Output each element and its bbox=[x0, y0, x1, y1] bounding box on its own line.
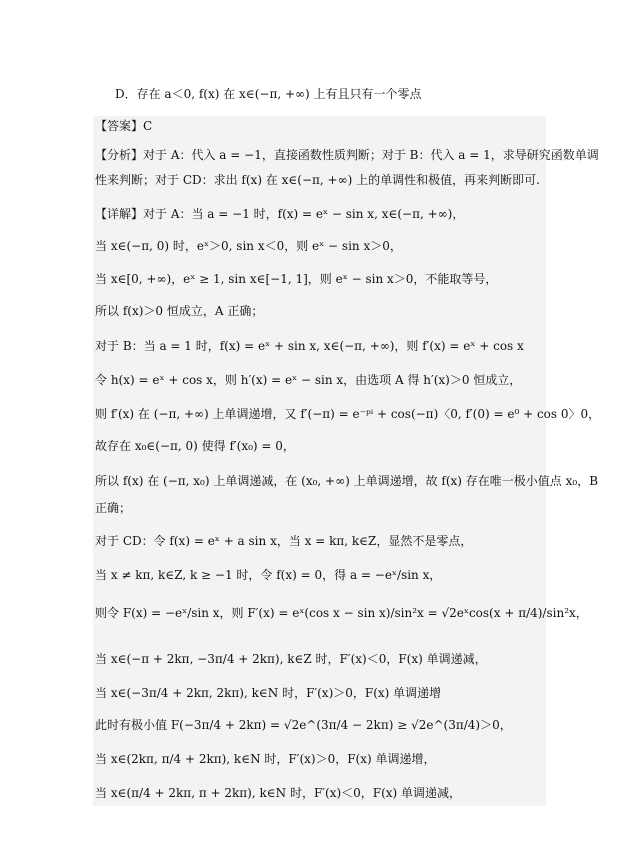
detail-line-2: 当 x∈(−π, 0) 时，eˣ＞0, sin x＜0，则 eˣ − sin x＞0， bbox=[95, 239, 402, 253]
detail-line-14: 当 x∈(−π + 2kπ, −3π/4 + 2kπ), k∈Z 时，F′(x)＜0，F(x) 单调递减， bbox=[95, 652, 487, 666]
detail-line-1: 【详解】对于 A：当 a = −1 时，f(x) = eˣ − sin x, x∈(−π, +∞)， bbox=[95, 207, 465, 221]
detail-line-5: 对于 B：当 a = 1 时，f(x) = eˣ + sin x, x∈(−π, +∞)，则 f′(x) = eˣ + cos x bbox=[95, 339, 524, 353]
detail-line-7: 则 f′(x) 在 (−π, +∞) 上单调递增，又 f′(−π) = e⁻ᵖⁱ + cos(−π)〈0, f′(0) = e⁰ + cos 0〉0， bbox=[95, 407, 601, 421]
detail-line-9: 所以 f(x) 在 (−π, x₀) 上单调递减，在 (x₀, +∞) 上单调递增，故 f(x) 存在唯一极小值点 x₀，B bbox=[95, 474, 599, 488]
detail-line-12: 当 x ≠ kπ, k∈Z, k ≥ −1 时，令 f(x) = 0，得 a = −eˣ/sin x， bbox=[95, 568, 442, 582]
detail-line-6: 令 h(x) = eˣ + cos x，则 h′(x) = eˣ − sin x，由选项 A 得 h′(x)＞0 恒成立， bbox=[95, 373, 522, 387]
detail-line-13: 则令 F(x) = −eˣ/sin x，则 F′(x) = eˣ(cos x − sin x)/sin²x = √2eˣcos(x + π/4)/sin²x， bbox=[95, 606, 588, 620]
detail-line-3: 当 x∈[0, +∞)，eˣ ≥ 1, sin x∈[−1, 1]，则 eˣ − sin x＞0，不能取等号， bbox=[95, 272, 498, 286]
answer-line: 【答案】C bbox=[95, 119, 153, 133]
detail-line-18: 当 x∈(π/4 + 2kπ, π + 2kπ), k∈N 时，F′(x)＜0，F(x) 单调递减， bbox=[95, 786, 462, 800]
detail-line-10: 正确； bbox=[95, 501, 132, 515]
detail-line-15: 当 x∈(−3π/4 + 2kπ, 2kπ), k∈N 时，F′(x)＞0，F(x) 单调递增 bbox=[95, 686, 442, 700]
analysis-line-2: 性来判断；对于 CD：求出 f(x) 在 x∈(−π, +∞) 上的单调性和极值，再来判断即可. bbox=[95, 173, 540, 187]
analysis-line-1: 【分析】对于 A：代入 a = −1，直接函数性质判断；对于 B：代入 a = 1，求导研究函数单调 bbox=[95, 148, 599, 162]
detail-line-4: 所以 f(x)＞0 恒成立，A 正确； bbox=[95, 304, 264, 318]
detail-line-11: 对于 CD：令 f(x) = eˣ + a sin x，当 x = kπ, k∈Z，显然不是零点， bbox=[95, 534, 473, 548]
detail-line-8: 故存在 x₀∈(−π, 0) 使得 f′(x₀) = 0， bbox=[95, 439, 295, 453]
option-d-text: D．存在 a＜0, f(x) 在 x∈(−π, +∞) 上有且只有一个零点 bbox=[115, 87, 422, 101]
detail-line-17: 当 x∈(2kπ, π/4 + 2kπ), k∈N 时，F′(x)＞0，F(x) 单调递增， bbox=[95, 752, 436, 766]
detail-line-16: 此时有极小值 F(−3π/4 + 2kπ) = √2e^(3π/4 − 2kπ) ≥ √2e^(3π/4)＞0， bbox=[95, 718, 512, 732]
